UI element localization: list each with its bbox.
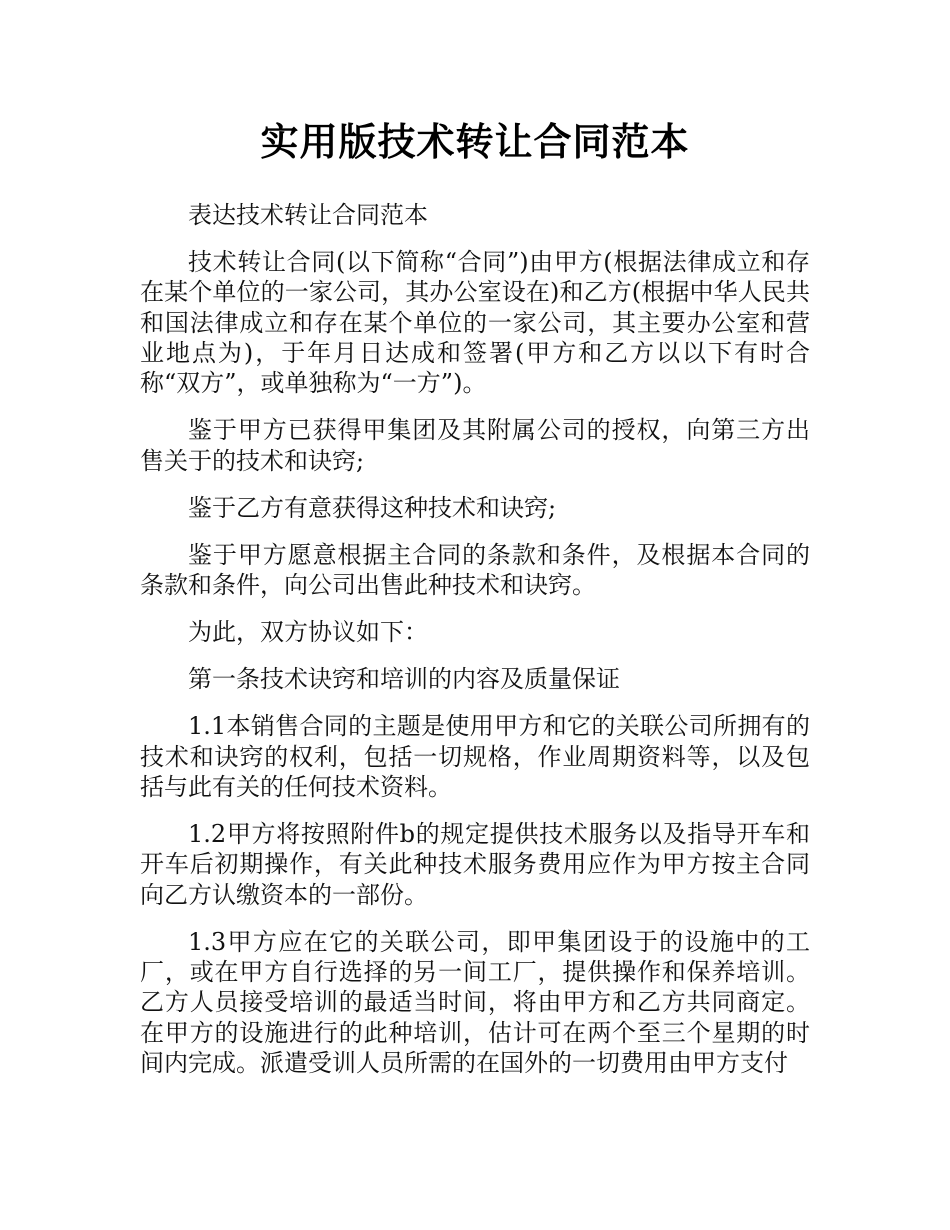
document-body	[140, 200, 810, 1095]
paragraph-parties: 技术转让合同(以下简称“合同”)由甲方(根据法律成立和存在某个单位的一家公司，其办公室设在)和乙方(根据中华人民共和国法律成立和存在某个单位的一家公司，其主要办公室和营业地点为)，于年月日达成和签署(甲方和乙方以以下有时合称“双方”，或单独称为“一方”)。	[140, 248, 810, 398]
clause-1-3: 1.3甲方应在它的关联公司，即甲集团设于的设施中的工厂，或在甲方自行选择的另一间工厂，提供操作和保养培训。乙方人员接受培训的最适当时间，将由甲方和乙方共同商定。在甲方的设施进行的此种培训，估计可在两个至三个星期的时间内完成。派遣受训人员所需的在国外的一切费用由甲方支付	[140, 927, 810, 1077]
document-title: 实用版技术转让合同范本	[260, 120, 690, 164]
clause-1-1: 1.1本销售合同的主题是使用甲方和它的关联公司所拥有的技术和诀窍的权利，包括一切规格，作业周期资料等，以及包括与此有关的任何技术资料。	[140, 712, 810, 802]
paragraph-agreement: 为此，双方协议如下：	[188, 618, 428, 647]
paragraph-subtitle: 表达技术转让合同范本	[188, 201, 428, 229]
paragraph-whereas-2: 鉴于乙方有意获得这种技术和诀窍;	[188, 493, 557, 522]
clause-1-2: 1.2甲方将按照附件b的规定提供技术服务以及指导开车和开车后初期操作，有关此种技术服务费用应作为甲方按主合同向乙方认缴资本的一部份。	[140, 820, 810, 909]
paragraph-whereas-3: 鉴于甲方愿意根据主合同的条款和条件，及根据本合同的条款和条件，向公司出售此种技术和诀窍。	[140, 540, 810, 600]
article-1-heading: 第一条技术诀窍和培训的内容及质量保证	[188, 665, 620, 694]
paragraph-whereas-1: 鉴于甲方已获得甲集团及其附属公司的授权，向第三方出售关于的技术和诀窍;	[140, 416, 810, 475]
